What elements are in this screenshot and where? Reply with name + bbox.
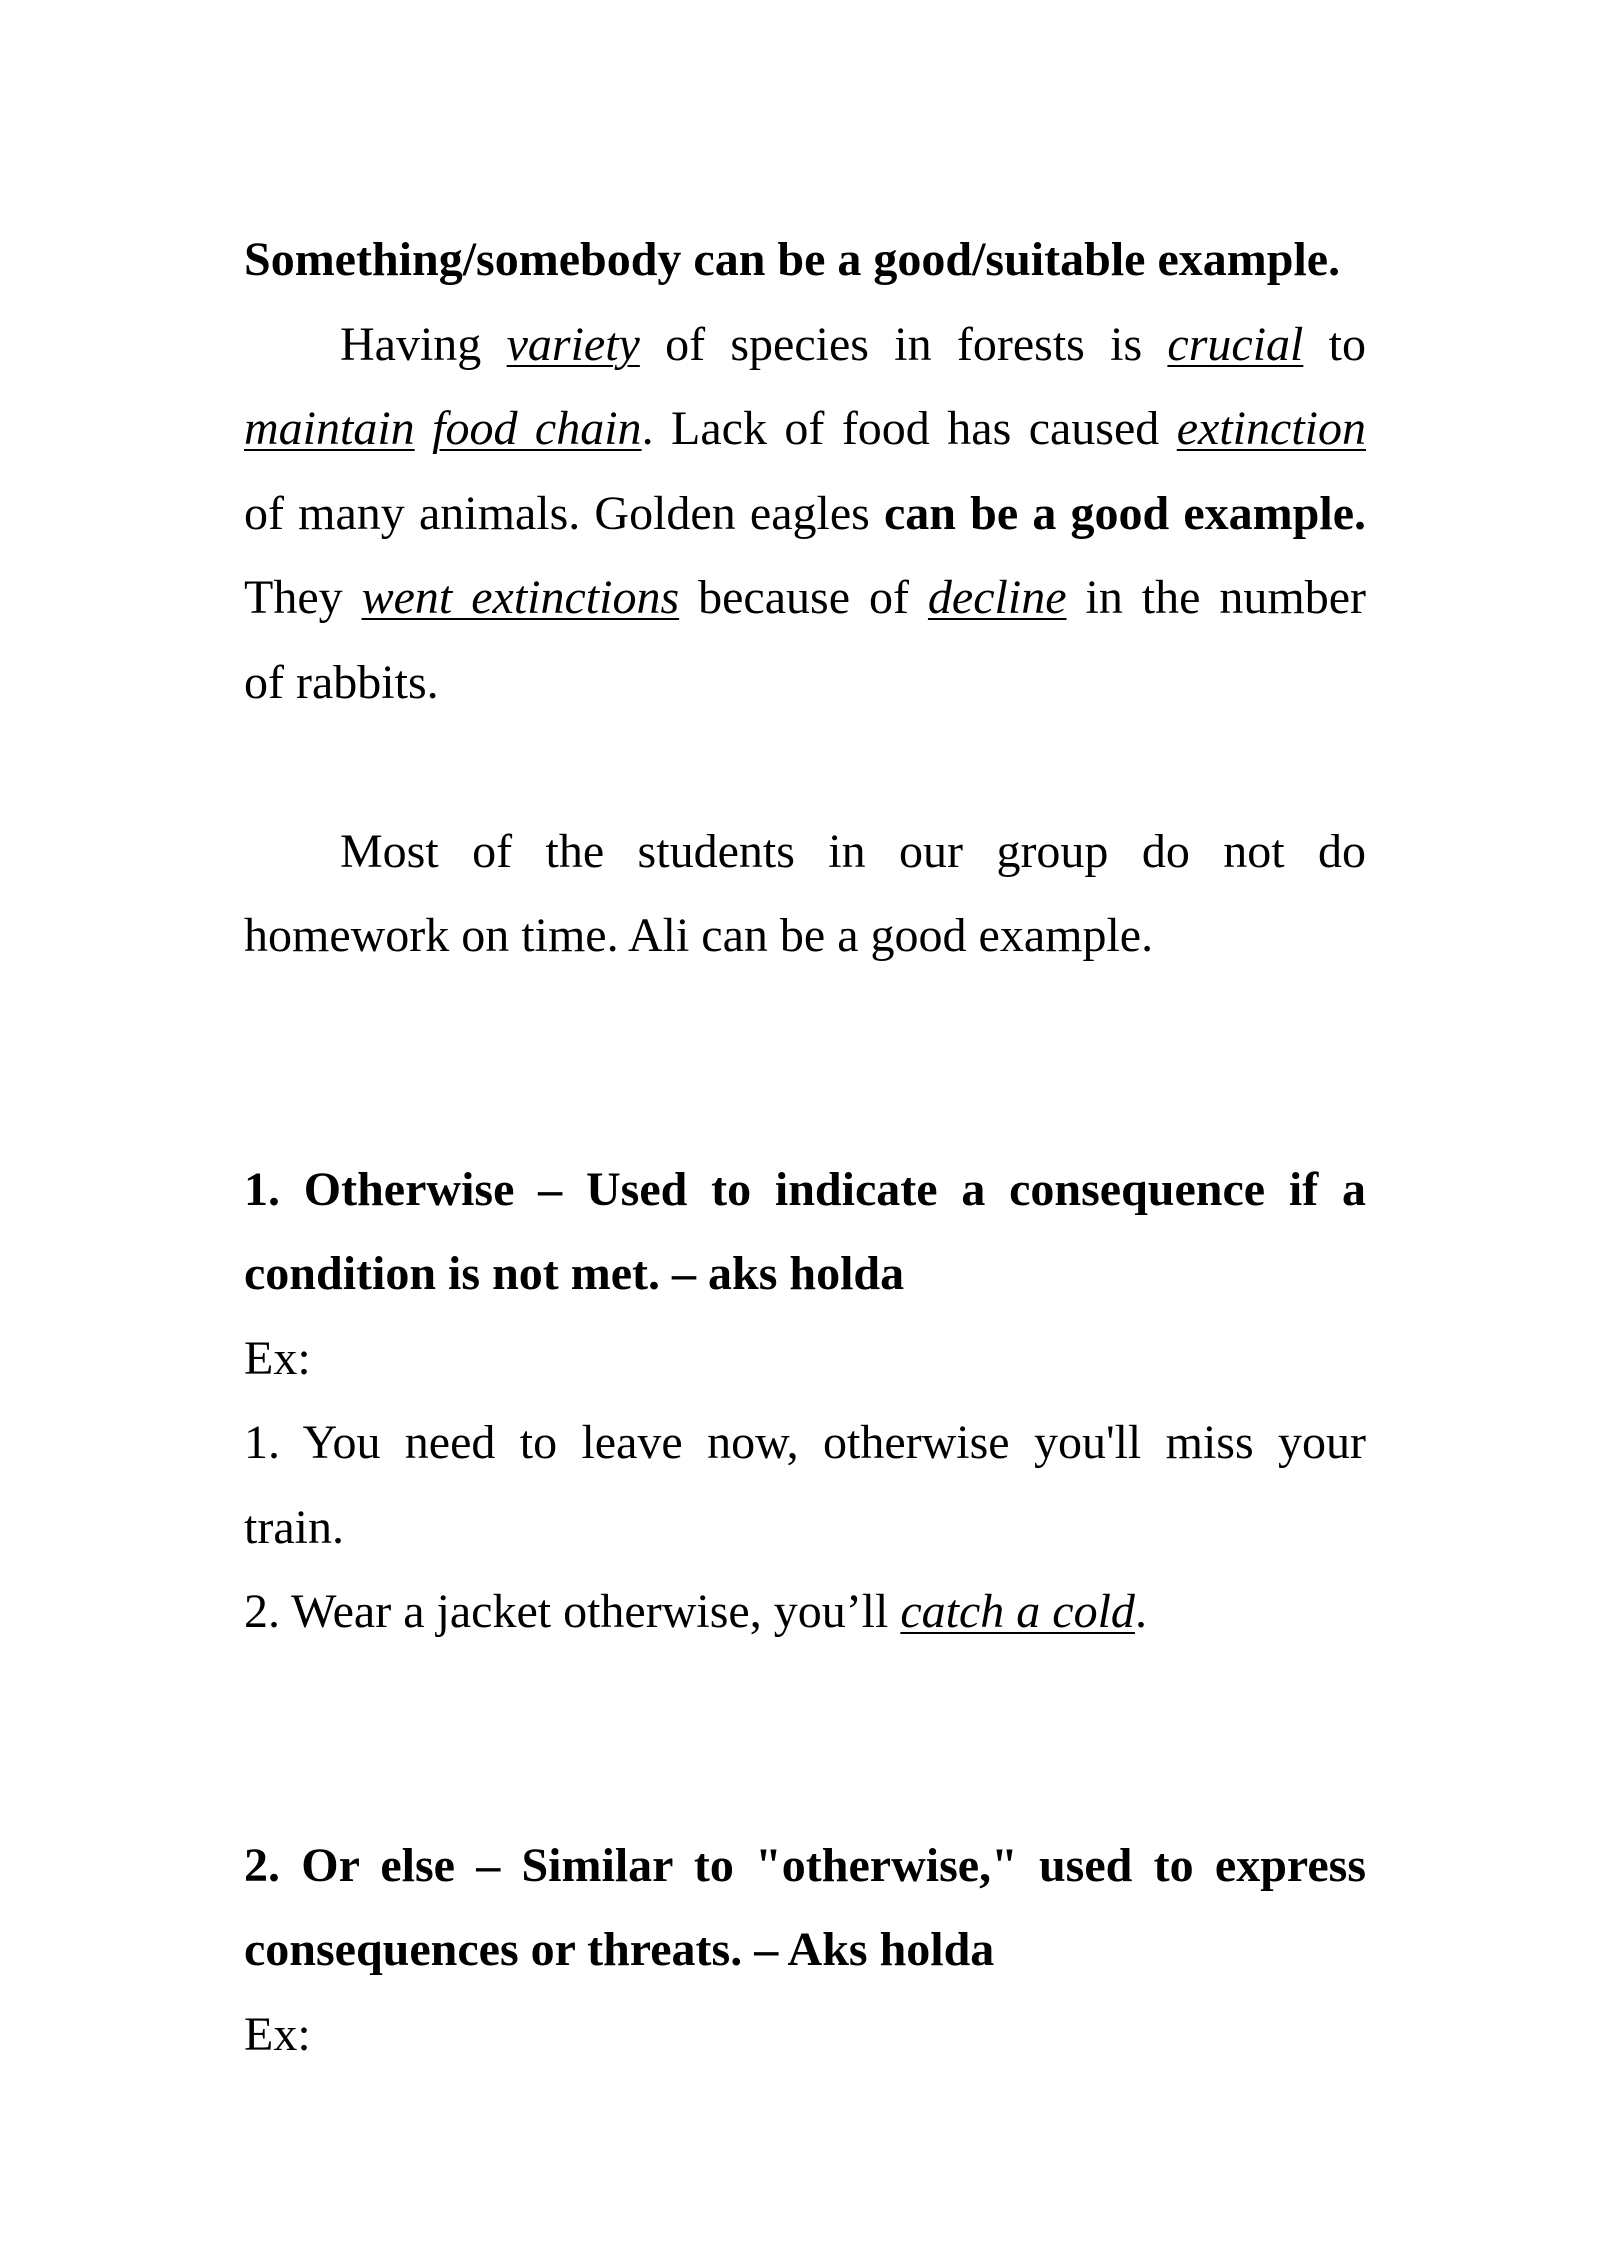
text: They [244, 571, 362, 624]
paragraph-line [244, 472, 1366, 557]
text: . [1134, 1585, 1147, 1638]
section-or-else [244, 1824, 1366, 2078]
paragraph-line: of rabbits. [244, 655, 439, 709]
vocab-extinction: extinction [1176, 402, 1366, 455]
paragraph-line [244, 556, 1366, 641]
example-line: train. [244, 1500, 344, 1554]
vocab-variety: variety [506, 317, 640, 371]
section-otherwise [244, 1148, 1366, 1655]
spacer [244, 725, 1366, 810]
paragraph-line: homework on time. Ali can be a good example. [244, 909, 1154, 962]
example-line [244, 1570, 1366, 1655]
text: because of [679, 571, 928, 624]
vocab-went-extinctions: went extinctions [361, 571, 680, 624]
text: of species in forests is [639, 317, 1168, 371]
text: . Lack of food has caused [641, 402, 1177, 455]
key-phrase: can be a good example. [884, 486, 1366, 540]
spacer [244, 979, 1366, 1148]
paragraph-line [244, 387, 1366, 472]
text: in the number [1066, 571, 1366, 624]
document-page [244, 218, 1366, 2077]
section-title: condition is not met. – aks holda [244, 1247, 905, 1300]
text: to [1303, 317, 1366, 371]
paragraph-line [244, 303, 1366, 388]
paragraph-golden-eagles [244, 303, 1366, 726]
vocab-crucial: crucial [1167, 317, 1304, 371]
vocab-maintain: maintain [244, 402, 415, 455]
example-label: Ex: [244, 1331, 311, 1385]
section-title: 2. Or else – Similar to "otherwise," used to express [244, 1838, 1366, 1892]
text: Having [340, 317, 507, 371]
section-title: consequences or threats. – Aks holda [244, 1923, 995, 1976]
paragraph-line: Most of the students in our group do not do [340, 824, 1366, 878]
vocab-catch-a-cold: catch a cold [900, 1585, 1135, 1638]
vocab-decline: decline [927, 571, 1067, 624]
text: of many animals. Golden eagles [244, 486, 884, 540]
example-label: Ex: [244, 2007, 311, 2061]
section-title: 1. Otherwise – Used to indicate a consequence if a [244, 1162, 1366, 1216]
text: 2. Wear a jacket otherwise, you’ll [244, 1585, 901, 1638]
text [415, 402, 432, 455]
paragraph-homework [244, 810, 1366, 979]
spacer [244, 1655, 1366, 1824]
example-line: 1. You need to leave now, otherwise you'll miss your [244, 1416, 1366, 1469]
heading: Something/somebody can be a good/suitable example. [244, 233, 1341, 286]
vocab-food-chain: food chain [432, 402, 642, 455]
